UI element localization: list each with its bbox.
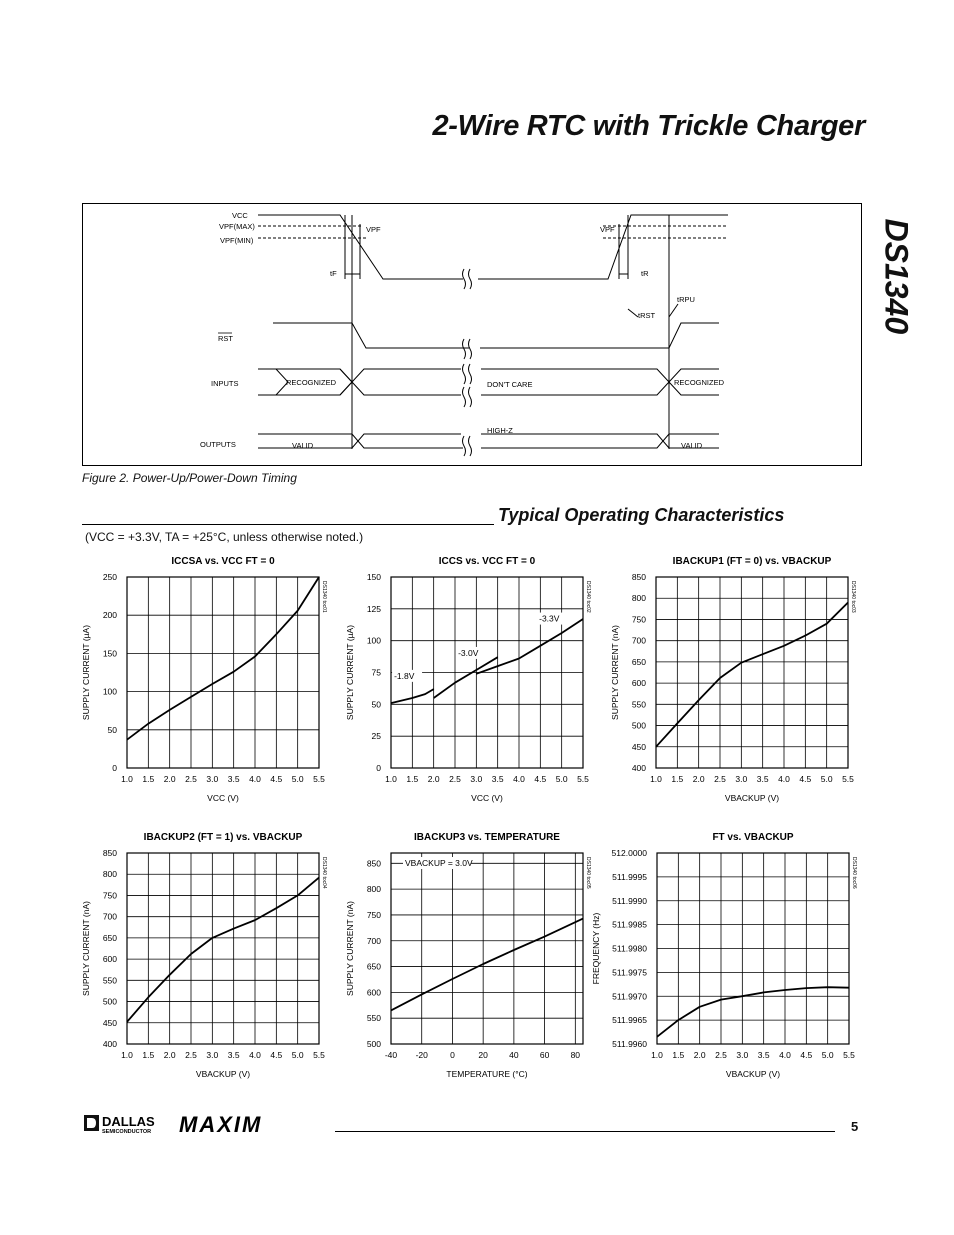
chart-ft-vs-vbackup <box>590 828 866 1083</box>
y-tick-label: 511.9990 <box>612 895 647 906</box>
label-trst: tRST <box>638 311 656 320</box>
x-tick-label: 3.5 <box>756 774 769 784</box>
y-tick-label: 800 <box>102 869 117 880</box>
y-tick-label: 650 <box>366 961 381 972</box>
section-title: Typical Operating Characteristics <box>498 505 785 525</box>
y-tick-label: 150 <box>366 572 381 582</box>
y-tick-label: 511.9960 <box>612 1039 647 1049</box>
y-tick-label: 850 <box>102 848 117 858</box>
label-vpf-left: VPF <box>366 225 381 234</box>
y-tick-label: 600 <box>102 954 117 965</box>
y-tick-label: 850 <box>631 572 646 582</box>
y-tick-label: 850 <box>366 858 381 869</box>
label-vpf-right: VPF <box>600 225 615 234</box>
plot-frame <box>391 853 583 1044</box>
x-tick-label: 1.5 <box>406 774 419 784</box>
y-tick-label: 600 <box>631 678 646 689</box>
y-axis-label: SUPPLY CURRENT (µA) <box>81 624 91 721</box>
y-tick-label: 125 <box>366 603 381 614</box>
chart-ibackup3-vs-temperature <box>343 828 598 1083</box>
x-tick-label: 2.5 <box>715 1050 727 1060</box>
timing-diagram-svg <box>83 204 861 465</box>
x-tick-label: 4.5 <box>800 1050 813 1060</box>
y-tick-label: 800 <box>631 593 646 604</box>
label-valid-right: VALID <box>681 441 703 450</box>
x-axis-label: VBACKUP (V) <box>725 1069 781 1079</box>
y-tick-label: 500 <box>631 720 646 731</box>
y-axis-label: SUPPLY CURRENT (nA) <box>345 901 355 996</box>
x-tick-label: 1.5 <box>671 774 684 784</box>
x-tick-label: 2.0 <box>427 774 440 784</box>
y-tick-label: 25 <box>371 731 381 742</box>
y-tick-label: 200 <box>102 610 117 621</box>
y-tick-label: 550 <box>631 699 646 710</box>
x-tick-label: 3.0 <box>735 774 748 784</box>
chart-code: DS1340 toc04 <box>321 857 327 889</box>
plot-frame <box>656 577 848 768</box>
x-axis-label: VCC (V) <box>207 793 239 803</box>
x-tick-label: 0 <box>450 1050 455 1060</box>
x-tick-label: 2.0 <box>163 774 176 784</box>
y-tick-label: 0 <box>112 763 117 773</box>
y-tick-label: 700 <box>631 635 646 646</box>
x-tick-label: 1.0 <box>650 774 662 784</box>
section-rule <box>82 524 494 525</box>
x-tick-label: 2.5 <box>185 1050 197 1060</box>
label-recognized-right: RECOGNIZED <box>674 378 725 387</box>
chart-code: DS1340 toc02 <box>585 581 591 613</box>
logo-dallas-text: DALLAS <box>102 1114 155 1129</box>
x-tick-label: 4.5 <box>799 774 812 784</box>
x-tick-label: 20 <box>478 1050 488 1060</box>
annotation-label: -1.8V <box>394 670 415 681</box>
x-tick-label: -20 <box>415 1050 428 1060</box>
y-tick-label: 100 <box>366 635 381 646</box>
part-number-tab: DS1340 <box>878 218 915 335</box>
x-tick-label: 5.5 <box>313 1050 325 1060</box>
series-line <box>476 619 583 674</box>
conditions-note: (VCC = +3.3V, TA = +25°C, unless otherwise noted.) <box>85 530 364 544</box>
label-vpfmin: VPF(MIN) <box>220 236 254 245</box>
chart-iccsa-vs-vcc <box>80 552 335 807</box>
y-tick-label: 700 <box>102 911 117 922</box>
x-tick-label: 3.0 <box>206 774 219 784</box>
page-number: 5 <box>851 1119 859 1134</box>
x-tick-label: 5.5 <box>843 1050 855 1060</box>
logo-semi-text: SEMICONDUCTOR <box>102 1129 152 1135</box>
x-axis-label: VBACKUP (V) <box>195 1069 251 1079</box>
y-tick-label: 50 <box>371 699 381 710</box>
y-tick-label: 150 <box>102 648 117 659</box>
x-tick-label: 1.0 <box>121 1050 133 1060</box>
y-tick-label: 450 <box>631 741 646 752</box>
label-vcc: VCC <box>232 211 248 220</box>
annotation-label: -3.0V <box>458 647 479 658</box>
x-axis-label: VBACKUP (V) <box>724 793 780 803</box>
plot-frame <box>127 853 319 1044</box>
x-tick-label: 4.0 <box>249 1050 261 1060</box>
x-tick-label: 4.0 <box>778 774 790 784</box>
x-tick-label: 5.0 <box>820 774 833 784</box>
series-line <box>391 919 583 1011</box>
y-tick-label: 750 <box>366 909 381 920</box>
y-tick-label: 511.9985 <box>612 919 647 930</box>
x-tick-label: 3.0 <box>470 774 483 784</box>
x-tick-label: 4.0 <box>249 774 261 784</box>
y-axis-label: SUPPLY CURRENT (nA) <box>610 625 620 720</box>
label-highz: HIGH-Z <box>487 426 513 435</box>
label-recognized-left: RECOGNIZED <box>286 378 337 387</box>
y-tick-label: 75 <box>371 667 381 678</box>
x-tick-label: 60 <box>539 1050 550 1060</box>
plot-frame <box>127 577 319 768</box>
label-inputs: INPUTS <box>211 379 239 388</box>
label-outputs: OUTPUTS <box>200 440 236 449</box>
x-tick-label: 2.0 <box>163 1050 176 1060</box>
label-tf: tF <box>330 269 337 278</box>
annotation-label: VBACKUP = 3.0V <box>405 858 473 868</box>
chart-title: ICCS vs. VCC FT = 0 <box>438 556 536 567</box>
y-tick-label: 500 <box>366 1039 381 1049</box>
y-tick-label: 511.9980 <box>612 943 647 954</box>
chart-code: DS1340 toc06 <box>851 857 857 889</box>
x-tick-label: 5.0 <box>291 774 304 784</box>
x-tick-label: 2.5 <box>185 774 197 784</box>
x-axis-label: VCC (V) <box>471 793 503 803</box>
x-tick-label: 4.5 <box>270 1050 283 1060</box>
y-tick-label: 650 <box>102 932 117 943</box>
y-axis-label: SUPPLY CURRENT (µA) <box>345 624 355 721</box>
chart-code: DS1340 toc05 <box>585 857 591 889</box>
x-tick-label: -40 <box>384 1050 398 1060</box>
footer-rule <box>335 1131 835 1132</box>
x-tick-label: 4.5 <box>534 774 547 784</box>
label-valid-left: VALID <box>292 441 314 450</box>
y-tick-label: 500 <box>102 996 117 1007</box>
figure-caption: Figure 2. Power-Up/Power-Down Timing <box>82 471 297 485</box>
chart-title: FT vs. VBACKUP <box>712 832 794 843</box>
x-tick-label: 2.5 <box>714 774 726 784</box>
chart-ibackup1-vs-vbackup <box>608 552 866 807</box>
y-tick-label: 50 <box>107 724 117 735</box>
x-tick-label: 2.0 <box>693 1050 706 1060</box>
y-tick-label: 550 <box>102 975 117 986</box>
chart-title: IBACKUP1 (FT = 0) vs. VBACKUP <box>672 556 832 567</box>
y-tick-label: 511.9965 <box>612 1015 647 1026</box>
series-line <box>127 577 319 740</box>
y-tick-label: 512.0000 <box>611 848 647 858</box>
x-tick-label: 40 <box>509 1050 519 1060</box>
x-tick-label: 5.0 <box>555 774 568 784</box>
y-tick-label: 511.9970 <box>612 991 647 1002</box>
x-tick-label: 80 <box>570 1050 581 1060</box>
y-tick-label: 700 <box>366 935 381 946</box>
x-tick-label: 3.5 <box>227 774 240 784</box>
y-tick-label: 511.9995 <box>612 871 647 882</box>
x-tick-label: 5.5 <box>577 774 589 784</box>
x-tick-label: 4.0 <box>513 774 525 784</box>
x-tick-label: 3.5 <box>757 1050 770 1060</box>
x-tick-label: 1.5 <box>142 1050 155 1060</box>
y-tick-label: 511.9975 <box>612 967 647 978</box>
y-tick-label: 600 <box>366 987 381 998</box>
x-tick-label: 1.0 <box>651 1050 663 1060</box>
chart-iccs-vs-vcc <box>343 552 598 807</box>
label-tr: tR <box>641 269 649 278</box>
chart-ibackup2-vs-vbackup <box>80 828 335 1083</box>
x-tick-label: 4.5 <box>270 774 283 784</box>
chart-title: ICCSA vs. VCC FT = 0 <box>171 556 275 567</box>
y-tick-label: 650 <box>631 656 646 667</box>
page-title: 2-Wire RTC with Trickle Charger <box>432 110 865 142</box>
label-trpu: tRPU <box>677 295 695 304</box>
y-tick-label: 750 <box>631 614 646 625</box>
x-axis-label: TEMPERATURE (°C) <box>446 1069 528 1079</box>
x-tick-label: 3.0 <box>736 1050 749 1060</box>
dallas-maxim-logo <box>84 1113 329 1137</box>
x-tick-label: 1.0 <box>385 774 397 784</box>
chart-title: IBACKUP3 vs. TEMPERATURE <box>414 832 560 843</box>
y-tick-label: 750 <box>102 890 117 901</box>
y-axis-label: SUPPLY CURRENT (nA) <box>81 901 91 996</box>
x-tick-label: 3.0 <box>206 1050 219 1060</box>
timing-diagram <box>82 203 862 466</box>
series-line <box>656 603 848 747</box>
annotation-label: -3.3V <box>539 613 560 624</box>
company-logo <box>84 1113 329 1142</box>
y-tick-label: 250 <box>102 572 117 582</box>
y-tick-label: 550 <box>366 1013 381 1024</box>
chart-code: DS1340 toc03 <box>850 581 856 613</box>
x-tick-label: 3.5 <box>227 1050 240 1060</box>
x-tick-label: 4.0 <box>779 1050 791 1060</box>
series-line <box>127 878 319 1022</box>
x-tick-label: 5.5 <box>313 774 325 784</box>
y-axis-label: FREQUENCY (Hz) <box>591 912 601 985</box>
y-tick-label: 400 <box>631 763 646 773</box>
logo-maxim-text: MAXIM <box>179 1113 263 1137</box>
y-tick-label: 400 <box>102 1039 117 1049</box>
x-tick-label: 1.0 <box>121 774 133 784</box>
x-tick-label: 5.0 <box>291 1050 304 1060</box>
y-tick-label: 450 <box>102 1017 117 1028</box>
y-tick-label: 800 <box>366 884 381 895</box>
x-tick-label: 1.5 <box>672 1050 685 1060</box>
y-tick-label: 0 <box>376 763 381 773</box>
y-tick-label: 100 <box>102 686 117 697</box>
x-tick-label: 1.5 <box>142 774 155 784</box>
x-tick-label: 5.0 <box>821 1050 834 1060</box>
x-tick-label: 2.0 <box>692 774 705 784</box>
label-rst: RST <box>218 334 233 343</box>
chart-code: DS1340 toc01 <box>321 581 327 613</box>
x-tick-label: 5.5 <box>842 774 854 784</box>
chart-title: IBACKUP2 (FT = 1) vs. VBACKUP <box>143 832 303 843</box>
series-line <box>657 987 849 1037</box>
label-vpfmax: VPF(MAX) <box>219 222 255 231</box>
x-tick-label: 2.5 <box>449 774 461 784</box>
series-line <box>434 657 498 698</box>
x-tick-label: 3.5 <box>491 774 504 784</box>
label-dont-care: DON'T CARE <box>487 380 533 389</box>
